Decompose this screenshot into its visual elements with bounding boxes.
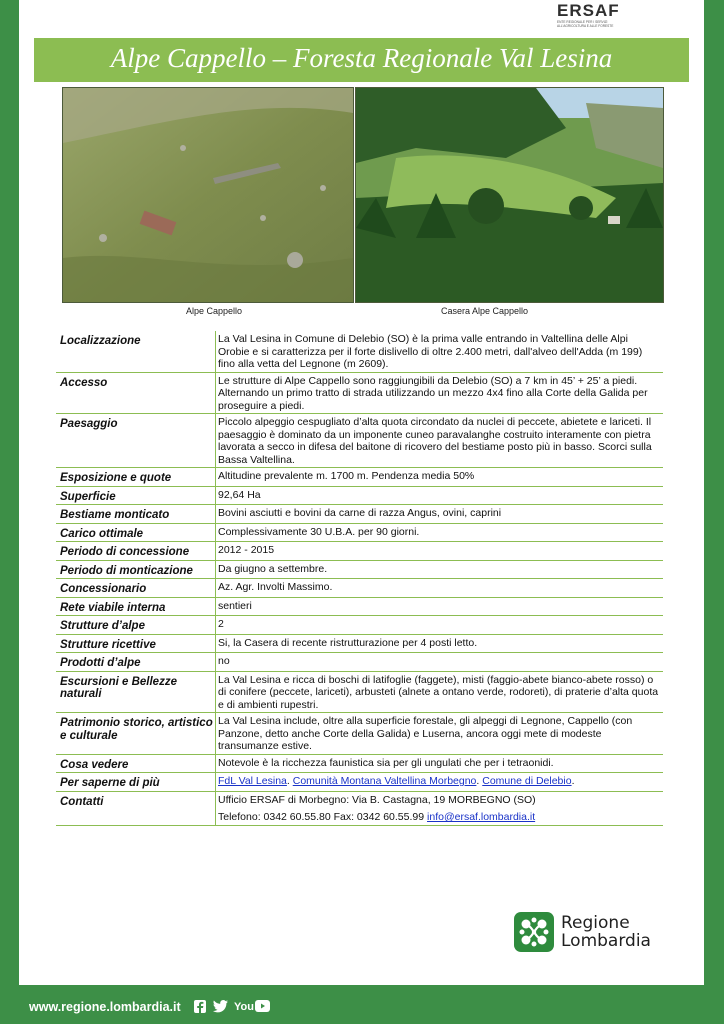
row-label: Strutture d’alpe: [56, 616, 216, 635]
row-value: Bovini asciutti e bovini da carne di razza Angus, ovini, caprini: [216, 505, 664, 524]
table-row: [56, 653, 663, 672]
row-value: Altitudine prevalente m. 1700 m. Pendenza media 50%: [216, 468, 664, 487]
row-label: Carico ottimale: [56, 523, 216, 542]
youtube-you-text: You: [234, 1001, 254, 1013]
table-row: [56, 713, 663, 755]
row-label: Escursioni e Bellezze naturali: [56, 671, 216, 713]
link-fdl-val-lesina[interactable]: FdL Val Lesina: [218, 775, 287, 787]
contacts-email-link[interactable]: info@ersaf.lombardia.it: [427, 811, 536, 823]
youtube-icon[interactable]: [234, 1000, 270, 1014]
row-label: Superficie: [56, 486, 216, 505]
row-value: 92,64 Ha: [216, 486, 664, 505]
row-value: sentieri: [216, 597, 664, 616]
table-row: [56, 523, 663, 542]
rosa-camuna-icon: [514, 912, 554, 952]
ersaf-logo-text: ERSAF: [557, 1, 620, 20]
row-value: Le strutture di Alpe Cappello sono raggiungibili da Delebio (SO) a 7 km in 45’ + 25’ a piedi. Alternando un primo tratto di strada utilizzando un mezzo 4x4 fino alla Corte della Galida per proseguire a piedi.: [216, 372, 664, 414]
table-row: [56, 505, 663, 524]
row-label: Strutture ricettive: [56, 634, 216, 653]
row-value: no: [216, 653, 664, 672]
info-table: [56, 331, 663, 826]
photo-casera-image: [356, 88, 663, 302]
table-row: [56, 597, 663, 616]
facebook-icon[interactable]: [194, 1000, 206, 1014]
row-value-links: FdL Val Lesina. Comunità Montana Valtellina Morbegno. Comune di Delebio.: [216, 773, 664, 792]
table-row: [56, 634, 663, 653]
caption-left: Alpe Cappello: [186, 306, 243, 316]
row-label: Periodo di monticazione: [56, 560, 216, 579]
info-table-extra: [56, 773, 663, 826]
facebook-icon-graphic: [194, 1000, 206, 1013]
ersaf-logo-tagline: ENTE REGIONALE PER I SERVIZI ALL'AGRICOLTURA E ALLE FORESTE: [557, 20, 614, 28]
table-row: [56, 754, 663, 773]
row-value: La Val Lesina in Comune di Delebio (SO) è la prima valle entrando in Valtellina delle Alpi Orobie e si caratterizza per il forte dislivello di oltre 2.400 metri, dall'alveo dell'Adda (m 199) fino alla vetta del Legnone (m 2609).: [216, 331, 664, 372]
row-label: Contatti: [56, 791, 216, 825]
row-label: Rete viabile interna: [56, 597, 216, 616]
table-row: [56, 372, 663, 414]
row-label: Bestiame monticato: [56, 505, 216, 524]
row-label: Localizzazione: [56, 331, 216, 372]
region-line2: Lombardia: [561, 931, 651, 951]
rosa-camuna-icon-graphic: [514, 912, 554, 952]
table-row: [56, 486, 663, 505]
page-title: Alpe Cappello – Foresta Regionale Val Lesina: [110, 43, 613, 73]
table-row: [56, 560, 663, 579]
region-line1: Regione: [561, 913, 630, 933]
row-value: 2: [216, 616, 664, 635]
table-row: [56, 414, 663, 468]
regione-lombardia-text: [561, 914, 651, 950]
row-value: Complessivamente 30 U.B.A. per 90 giorni.: [216, 523, 664, 542]
table-row: [56, 579, 663, 598]
link-comunita-montana[interactable]: Comunità Montana Valtellina Morbegno: [292, 775, 477, 787]
row-label: Prodotti d’alpe: [56, 653, 216, 672]
caption-right: Casera Alpe Cappello: [441, 306, 529, 316]
row-value: 2012 - 2015: [216, 542, 664, 561]
info-table-body: [56, 331, 663, 773]
row-value: Az. Agr. Involti Massimo.: [216, 579, 664, 598]
contacts-phone-line: [218, 811, 661, 824]
table-row: [56, 616, 663, 635]
row-value: Piccolo alpeggio cespugliato d’alta quota circondato da nuclei di peccete, abietete e lariceti. Il paesaggio è dominato da un imponente cuneo paravalanghe costruito interamente con pietra lavorata a secco in difesa del baitone di ricovero del bestiame posto più in basso. Scorci sulla Bassa Valtellina.: [216, 414, 664, 468]
table-row: [56, 331, 663, 372]
row-label: Cosa vedere: [56, 754, 216, 773]
table-row: [56, 468, 663, 487]
table-row-contacts: [56, 791, 663, 825]
ersaf-logo: [552, 0, 620, 30]
row-label: Paesaggio: [56, 414, 216, 468]
table-row-links: [56, 773, 663, 792]
row-label: Concessionario: [56, 579, 216, 598]
row-value-contacts: [216, 791, 664, 825]
footer-website-link[interactable]: www.regione.lombardia.it: [29, 1000, 181, 1014]
link-comune-delebio[interactable]: Comune di Delebio: [482, 775, 572, 787]
photo-casera-alpe-cappello: [355, 87, 664, 303]
row-label: Periodo di concessione: [56, 542, 216, 561]
twitter-icon[interactable]: [213, 1000, 228, 1014]
row-value: Notevole è la ricchezza faunistica sia per gli ungulati che per i tetraonidi.: [216, 754, 664, 773]
youtube-tube-badge: [255, 1000, 270, 1012]
contacts-address: Ufficio ERSAF di Morbegno: Via B. Castagna, 19 MORBEGNO (SO): [218, 793, 536, 806]
row-label: Esposizione e quote: [56, 468, 216, 487]
row-value: La Val Lesina e ricca di boschi di latifoglie (faggete), misti (faggio-abete bianco-abete rosso) o di conifere (peccete, lariceti), arbusteti (alnete a ontano verde, rodoreti), di praterie d’alta quota e di ambienti rupestri.: [216, 671, 664, 713]
row-label: Per saperne di più: [56, 773, 216, 792]
photo-alpe-cappello: [62, 87, 354, 303]
row-value: Da giugno a settembre.: [216, 560, 664, 579]
twitter-icon-graphic: [213, 1000, 228, 1013]
contacts-phone: Telefono: 0342 60.55.80 Fax: 0342 60.55.99: [218, 811, 428, 823]
regione-lombardia-logo: [514, 912, 664, 958]
table-row: [56, 671, 663, 713]
photo-alpe-cappello-image: [63, 88, 353, 302]
row-value: Si, la Casera di recente ristrutturazione per 4 posti letto.: [216, 634, 664, 653]
title-band: [34, 38, 689, 82]
row-value: La Val Lesina include, oltre alla superficie forestale, gli alpeggi di Legnone, Cappello (con Panzone, detto anche Corte della Galida) e Luserna, ancora oggi mete di modeste transumanze estive.: [216, 713, 664, 755]
table-row: [56, 542, 663, 561]
row-label: Accesso: [56, 372, 216, 414]
row-label: Patrimonio storico, artistico e culturale: [56, 713, 216, 755]
